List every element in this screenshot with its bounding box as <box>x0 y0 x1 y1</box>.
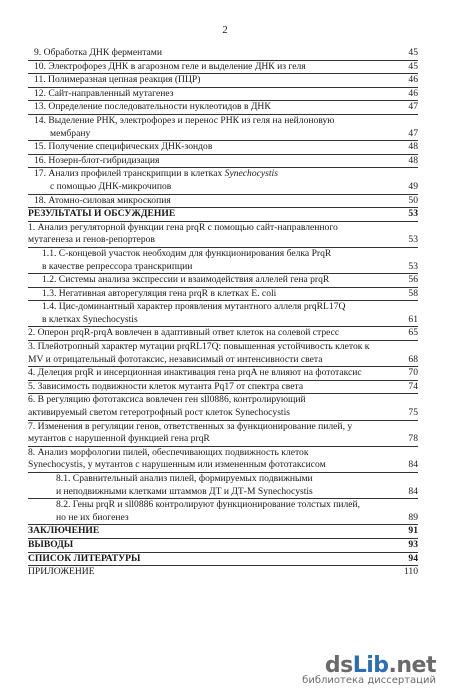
toc-entry-page: 94 <box>408 552 418 564</box>
toc-entry <box>28 367 418 380</box>
toc-entry-title: 10. Электрофорез ДНК в агарозном геле и выделение ДНК из геля <box>34 60 306 72</box>
toc-entry-title: 6. В регуляцию фототаксиса вовлечен ген sll0886, контролирующий <box>28 394 306 406</box>
toc-entry-page: 110 <box>403 566 418 578</box>
toc-entry-title: 11. Полимеразная цепная реакция (ПЦР) <box>34 74 201 86</box>
toc-entry <box>28 288 418 301</box>
toc-entry-page: 91 <box>408 525 418 537</box>
toc-entry <box>28 248 418 261</box>
toc-entry-title-cont: в качестве репрессора транскрипции <box>42 260 193 272</box>
toc-entry-title: 1. Анализ регуляторной функции гена prqR с помощью сайт-направленного <box>28 221 338 233</box>
toc-entry-title: ПРИЛОЖЕНИЕ <box>28 566 95 578</box>
toc-entry <box>28 394 418 407</box>
toc-entry-continued <box>28 486 418 499</box>
toc-entry <box>28 447 418 460</box>
dslib-subtitle: библиотека диссертаций <box>302 675 436 686</box>
toc-entry <box>28 473 418 486</box>
toc-entry-page: 53 <box>408 234 418 246</box>
toc-entry-page: 46 <box>408 74 418 86</box>
toc-entry <box>28 88 418 101</box>
toc-entry-continued <box>28 512 418 525</box>
toc-entry-page: 70 <box>408 367 418 379</box>
toc-entry-page: 49 <box>408 180 418 192</box>
toc-entry-page: 89 <box>408 511 418 523</box>
toc-entry-page: 58 <box>408 287 418 299</box>
toc-entry <box>28 141 418 154</box>
toc-entry-page: 50 <box>408 194 418 206</box>
toc-entry-title: 3. Плейотропный характер мутации prqRL17Q: повышенная устойчивость клеток к <box>28 341 370 353</box>
toc-entry-continued <box>28 407 418 420</box>
toc-entry-title: РЕЗУЛЬТАТЫ И ОБСУЖДЕНИЕ <box>28 208 176 220</box>
toc-entry-title-cont: но не их биогенез <box>56 511 129 523</box>
toc-entry-title: 8.2. Гены prqR и sll0886 контролируют функционирование толстых пилей, <box>56 499 361 511</box>
toc-entry-title-cont: Synechocystis, у мутантов с нарушенным или измененным фототаксисом <box>28 459 326 471</box>
toc-entry-title-cont: с помощью ДНК-микрочипов <box>50 180 172 192</box>
toc-entry-page: 48 <box>408 154 418 166</box>
toc-entry-title-cont: активируемый светом гетеротрофный рост клеток Synechocystis <box>28 407 290 419</box>
toc-entry-title: 1.3. Негативная авторегуляция гена prqR в клетках E. coli <box>42 287 277 299</box>
toc-entry-title: 1.4. Цис-доминантный характер проявления мутантного аллеля prqRL17Q <box>42 301 346 313</box>
toc-entry-continued <box>28 128 418 141</box>
toc-entry <box>28 421 418 434</box>
toc-entry-title: 1.1. С-концевой участок необходим для функционирования белка PrqR <box>42 247 332 259</box>
toc-entry-title: 18. Атомно-силовая микроскопия <box>34 194 171 206</box>
toc-entry <box>28 115 418 128</box>
toc-entry-continued <box>28 459 418 472</box>
toc-entry <box>28 274 418 287</box>
toc-entry-title-cont: в клетках Synechocystis <box>42 313 138 325</box>
toc-entry-title: 4. Делеция prqR и инсерционная инактивация гена prqA не влияют на фототаксис <box>28 367 362 379</box>
toc-entry-continued <box>28 354 418 367</box>
toc-entry <box>28 301 418 314</box>
toc-entry-title: 15. Получение специфических ДНК-зондов <box>34 141 213 153</box>
toc-entry-title: ВЫВОДЫ <box>28 538 74 550</box>
toc-entry-page: 74 <box>408 380 418 392</box>
toc-entry-title: 5. Зависимость подвижности клеток мутанта Pq17 от спектра света <box>28 380 304 392</box>
toc-entry-title: 17. Анализ профилей транскрипции в клетках <box>34 168 225 180</box>
toc-entry-title: 14. Выделение РНК, электрофорез и перенос РНК из геля на нейлоновую <box>34 114 335 126</box>
toc-entry-continued <box>28 314 418 327</box>
toc-entry-title-cont: мутантов с нарушенной функцией гена prqR <box>28 433 210 445</box>
toc-entry-title-cont: мембрану <box>50 127 91 139</box>
toc-entry-title: 7. Изменения в регуляции генов, ответственных за функционирование пилей, у <box>28 420 353 432</box>
toc-entry-page: 84 <box>408 485 418 497</box>
toc-entry <box>28 327 418 340</box>
toc-entry <box>28 74 418 87</box>
toc-entry-page: 53 <box>408 260 418 272</box>
toc-entry-title: 13. Определение последовательности нуклеотидов в ДНК <box>34 101 271 113</box>
toc-entry-continued <box>28 234 418 247</box>
toc-entry-page: 48 <box>408 141 418 153</box>
toc-entry-title: 1.2. Системы анализа экспрессии и взаимодействия аллелей гена prqR <box>42 274 330 286</box>
toc-entry-title-italic: Synechocystis <box>224 168 278 180</box>
toc-entry <box>28 155 418 168</box>
toc-entry-page: 65 <box>408 327 418 339</box>
toc-section-heading <box>28 566 418 579</box>
toc-section-heading <box>28 539 418 552</box>
toc-entry-page: 53 <box>408 208 418 220</box>
toc-entry-page: 47 <box>408 127 418 139</box>
toc-entry <box>28 222 418 235</box>
toc-entry-page: 45 <box>408 47 418 58</box>
toc-entry-page: 56 <box>408 274 418 286</box>
dslib-logo: dsLib.net <box>324 653 436 678</box>
toc-entry-page: 47 <box>408 101 418 113</box>
toc-entry-title-cont: мутагенеза и генов-репортеров <box>28 234 155 246</box>
toc-entry <box>28 381 418 394</box>
toc-entry-page: 45 <box>408 60 418 72</box>
table-of-contents <box>28 47 418 579</box>
toc-entry <box>28 499 418 512</box>
toc-entry <box>28 101 418 114</box>
toc-entry-page: 68 <box>408 353 418 365</box>
dslib-watermark[interactable] <box>302 653 436 686</box>
toc-entry-title: 8. Анализ морфологии пилей, обеспечивающих подвижность клеток <box>28 446 309 458</box>
toc-entry-continued <box>28 181 418 194</box>
toc-entry-title: СПИСОК ЛИТЕРАТУРЫ <box>28 552 141 564</box>
toc-entry-continued <box>28 261 418 274</box>
toc-entry-title: 2. Оперон prqR-prqA вовлечен в адаптивный ответ клеток на солевой стресс <box>28 327 340 339</box>
toc-entry-title: 8.1. Сравнительный анализ пилей, формируемых подвижными <box>56 473 313 484</box>
toc-entry-page: 75 <box>408 407 418 419</box>
toc-entry-page: 84 <box>408 459 418 471</box>
toc-entry <box>28 195 418 208</box>
toc-entry <box>28 47 418 60</box>
toc-entry-continued <box>28 433 418 446</box>
page-number: 2 <box>222 24 228 36</box>
toc-section-heading <box>28 525 418 538</box>
toc-entry-title-cont: MV и отрицательный фототаксис, независимый от интенсивности света <box>28 353 323 365</box>
toc-entry-page: 46 <box>408 87 418 99</box>
toc-entry <box>28 341 418 354</box>
toc-entry-title-cont: и неподвижными клетками штаммов ДТ и ДТ-М Synechocystis <box>56 485 313 497</box>
toc-entry-title: 16. Нозерн-блот-гибридизация <box>34 154 160 166</box>
toc-entry <box>28 168 418 181</box>
toc-section-heading <box>28 553 418 566</box>
toc-entry <box>28 61 418 74</box>
toc-entry-title: ЗАКЛЮЧЕНИЕ <box>28 525 100 537</box>
toc-entry-page: 93 <box>408 538 418 550</box>
toc-entry-title: 9. Обработка ДНК ферментами <box>34 47 163 58</box>
toc-entry-page: 78 <box>408 433 418 445</box>
toc-entry-title: 12. Сайт-направленный мутагенез <box>34 87 174 99</box>
toc-section-heading <box>28 208 418 221</box>
toc-entry-page: 61 <box>408 313 418 325</box>
